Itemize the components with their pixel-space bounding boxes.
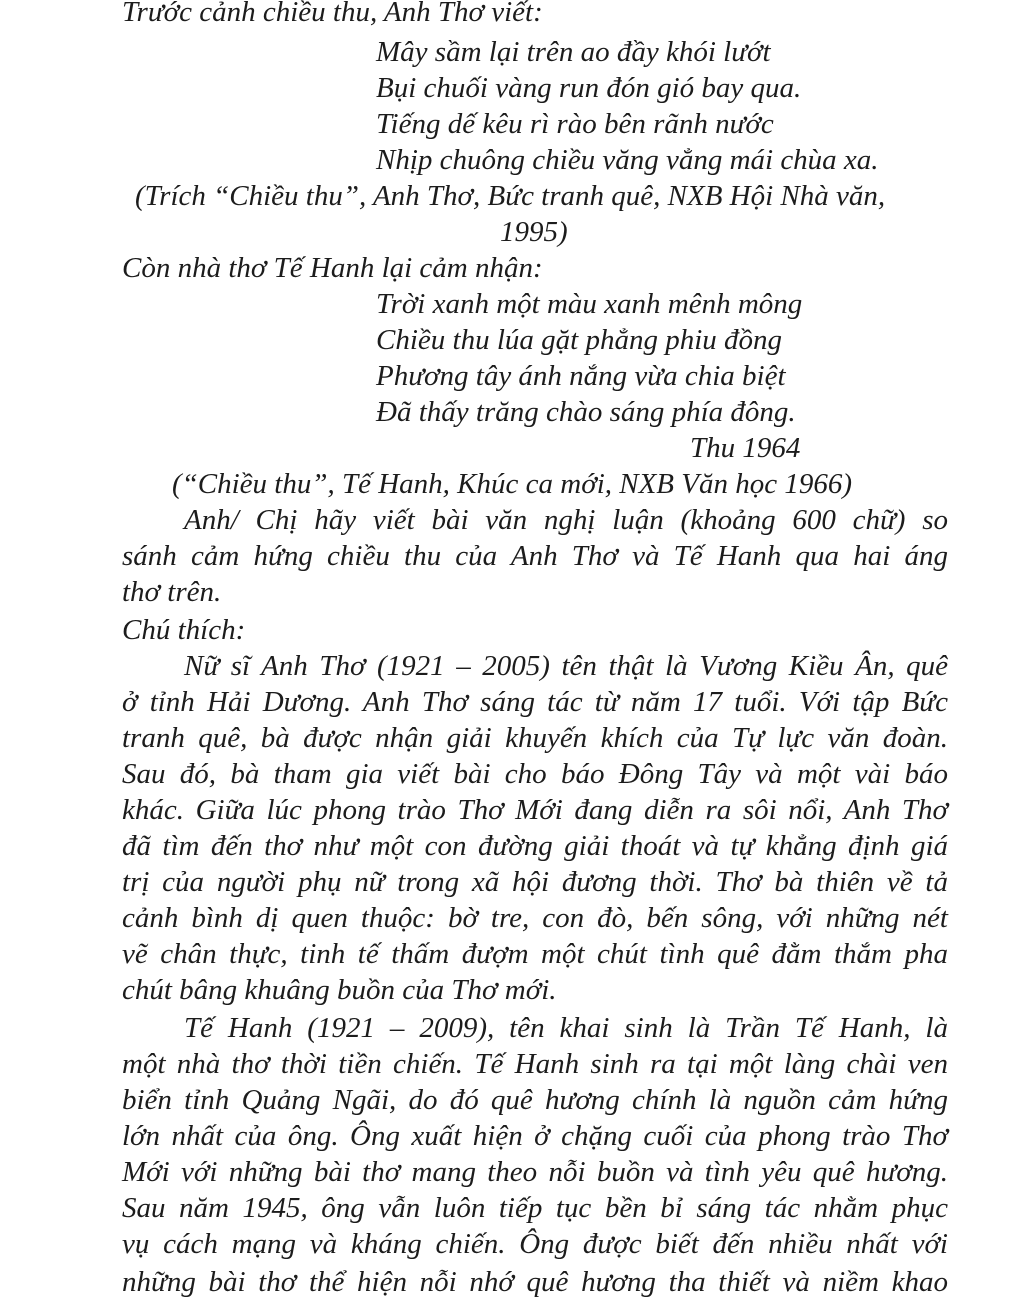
note-line: Sau đó, bà tham gia viết bài cho báo Đông Tây và một vài báo [122,758,948,790]
note-line: biển tỉnh Quảng Ngãi, do đó quê hương chính là nguồn cảm hứng [122,1084,948,1116]
poem-line: Phương tây ánh nắng vừa chia biệt [376,360,786,392]
note-line: Tế Hanh (1921 – 2009), tên khai sinh là Trần Tế Hanh, là [184,1012,948,1044]
note-line: Mới với những bài thơ mang theo nỗi buồn và tình yêu quê hương. [122,1156,948,1188]
note-line: một nhà thơ thời tiền chiến. Tế Hanh sinh ra tại một làng chài ven [122,1048,948,1080]
task-line: Anh/ Chị hãy viết bài văn nghị luận (khoảng 600 chữ) so [184,504,948,536]
note-line: Nữ sĩ Anh Thơ (1921 – 2005) tên thật là Vương Kiều Ân, quê [184,650,948,682]
poem-date: Thu 1964 [690,432,801,464]
note-line: khác. Giữa lúc phong trào Thơ Mới đang diễn ra sôi nổi, Anh Thơ [122,794,948,826]
poem-line: Trời xanh một màu xanh mênh mông [376,288,803,320]
note-line: trị của người phụ nữ trong xã hội đương thời. Thơ bà thiên về tả [122,866,948,898]
task-line: sánh cảm hứng chiều thu của Anh Thơ và Tế Hanh qua hai áng [122,540,948,572]
notes-heading: Chú thích: [122,614,246,646]
note-line: cảnh bình dị quen thuộc: bờ tre, con đò, bến sông, với những nét [122,902,948,934]
poem-line: Nhịp chuông chiều văng vẳng mái chùa xa. [376,144,879,176]
task-line: thơ trên. [122,576,222,608]
note-line: tranh quê, bà được nhận giải khuyến khích của Tự lực văn đoàn. [122,722,948,754]
intro-anh-tho: Trước cảnh chiều thu, Anh Thơ viết: [122,0,543,28]
source-citation-year: 1995) [500,216,568,248]
note-line: Sau năm 1945, ông vẫn luôn tiếp tục bền bỉ sáng tác nhằm phục [122,1192,948,1224]
poem-line: Bụi chuối vàng run đón gió bay qua. [376,72,802,104]
note-line: chút bâng khuâng buồn của Thơ mới. [122,974,557,1006]
note-line: vẽ chân thực, tinh tế thấm đượm một chút tình quê đằm thắm pha [122,938,948,970]
note-line: vụ cách mạng và kháng chiến. Ông được biết đến nhiều nhất với [122,1228,948,1260]
poem-line: Mây sầm lại trên ao đầy khói lướt [376,36,771,68]
poem-line: Đã thấy trăng chào sáng phía đông. [376,396,796,428]
note-line: đã tìm đến thơ như một con đường giải thoát và tự khẳng định giá [122,830,948,862]
poem-line: Chiều thu lúa gặt phẳng phiu đồng [376,324,782,356]
note-line: ở tỉnh Hải Dương. Anh Thơ sáng tác từ năm 17 tuổi. Với tập Bức [122,686,948,718]
note-line: lớn nhất của ông. Ông xuất hiện ở chặng cuối của phong trào Thơ [122,1120,948,1152]
note-line-cut-off: những bài thơ thể hiện nỗi nhớ quê hương tha thiết và niềm khao [122,1266,948,1298]
poem-line: Tiếng dế kêu rì rào bên rãnh nước [376,108,774,140]
source-citation: (“Chiều thu”, Tế Hanh, Khúc ca mới, NXB Văn học 1966) [172,468,853,500]
intro-te-hanh: Còn nhà thơ Tế Hanh lại cảm nhận: [122,252,543,284]
source-citation: (Trích “Chiều thu”, Anh Thơ, Bức tranh quê, NXB Hội Nhà văn, [135,180,886,212]
